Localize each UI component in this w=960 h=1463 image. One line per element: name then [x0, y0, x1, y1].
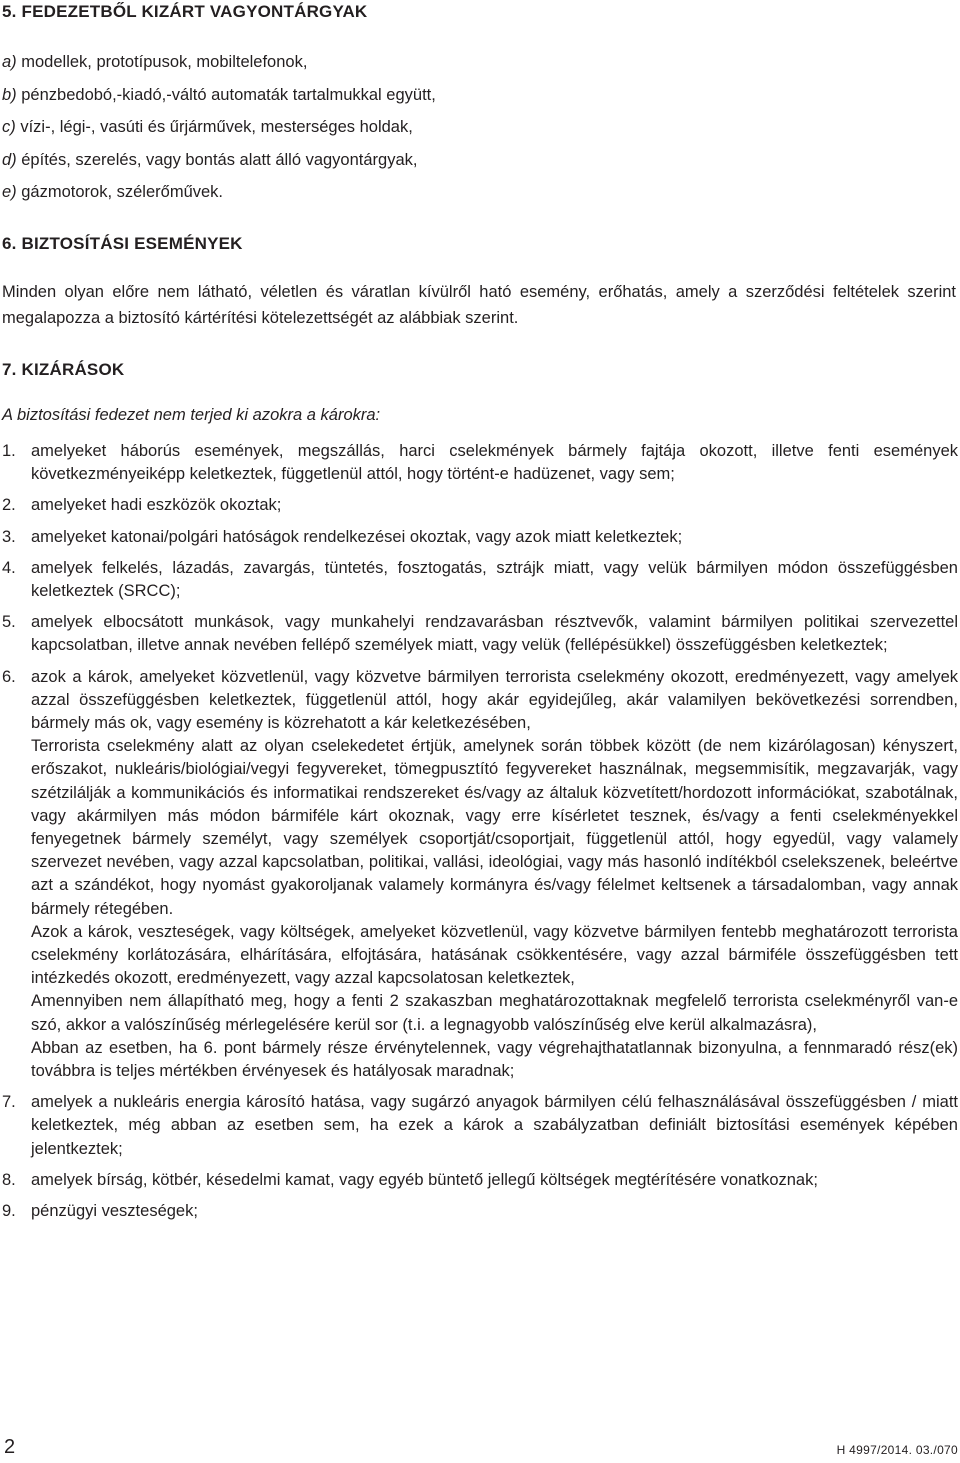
item-marker: b)	[2, 85, 17, 104]
document-code: H 4997/2014. 03./070	[836, 1443, 958, 1457]
exclusion-item	[2, 666, 958, 1084]
section-6-body: Minden olyan előre nem látható, véletlen és váratlan kívülről ható esemény, erőhatás, amely a szerződési feltételek szerint megalapozza a biztosító kártérítési kötelezettségét az alábbiak szerint.	[2, 283, 956, 327]
item-text: pénzbedobó,-kiadó,-váltó automaták tartalmukkal együtt,	[16, 85, 436, 104]
exclusion-item	[2, 1169, 958, 1192]
excluded-asset-item	[2, 46, 436, 79]
page-number: 2	[4, 1436, 16, 1458]
exclusion-item	[2, 494, 958, 517]
exclusions-list	[2, 440, 958, 1231]
section-5-title: 5. FEDEZETBŐL KIZÁRT VAGYONTÁRGYAK	[2, 2, 368, 21]
excluded-asset-item	[2, 79, 436, 112]
exclusion-text: pénzügyi veszteségek;	[31, 1202, 198, 1221]
exclusion-item	[2, 526, 958, 549]
exclusion-text: Azok a károk, veszteségek, vagy költségek, amelyeket közvetlenül, vagy közvetve bármilyen fentebb meghatározott terrorista cselekmény korlátozására, elhárítására, elfojtására, hatásának csökkentésére, vagy azzal bármiféle összefüggésben tett intézkedés okozott, eredményezett, vagy azzal kapcsolatosan keletkeztek,	[31, 922, 958, 988]
excluded-asset-item	[2, 176, 436, 209]
exclusion-text: Amennyiben nem állapítható meg, hogy a fenti 2 szakaszban meghatározottaknak megfelelő terrorista cselekményről van-e szó, akkor a valószínűség mérlegelésére kerül sor (t.i. a legnagyobb valószínűség elve kerül alkalmazásra),	[31, 992, 958, 1034]
item-text: vízi-, légi-, vasúti és űrjárművek, mesterséges holdak,	[15, 118, 413, 136]
section-6-title: 6. BIZTOSÍTÁSI ESEMÉNYEK	[2, 234, 243, 253]
item-text: gázmotorok, szélerőművek.	[16, 183, 224, 201]
exclusion-item	[2, 440, 958, 486]
exclusion-text: amelyek bírság, kötbér, késedelmi kamat, vagy egyéb büntető jellegű költségek megtérítésére vonatkoznak;	[31, 1170, 818, 1189]
exclusion-text: amelyeket hadi eszközök okoztak;	[31, 496, 282, 515]
exclusion-number: 9.	[2, 1202, 16, 1221]
exclusion-item	[2, 557, 958, 603]
item-marker: e)	[2, 183, 17, 201]
exclusion-number: 8.	[2, 1170, 16, 1189]
excluded-asset-item	[2, 111, 436, 144]
exclusion-text: azok a károk, amelyeket közvetlenül, vagy közvetve bármilyen terrorista cselekmény okozott, eredményezett, vagy amelyek azzal összefüggésben keletkeztek, függetlenül attól, hogy akár egyidejűleg, akár valamilyen bekövetkezési sorrendben, bármely más ok, vagy esemény is közrehatott a kár keletkezésében,	[31, 667, 958, 733]
exclusion-number: 7.	[2, 1093, 16, 1112]
exclusion-text: Terrorista cselekmény alatt az olyan cselekedetet értjük, amelynek során többek között (de nem kizárólagosan) kényszert, erőszakot, nukleáris/biológiai/vegyi fegyvereket, tömegpusztító fegyvereket használnak, megsemmisítik, megzavarják, vagy szétzilálják a kommunikációs és informatikai rendszereket és/vagy az általuk közvetített/hordozott információkat, szabotálnak, vagy akármilyen más módon bármiféle kárt okoznak, vagy erre kísérletet tesznek, és/vagy a fenti cselekményekkel fenyegetnek bármely személyt, vagy személyek csoportját/csoportjait, függetlenül attól, hogy egyedül, vagy valamely szervezet nevében, vagy azzal kapcsolatban, politikai, vallási, ideológiai, vagy más hasonló indítékból cselekszenek, beleértve azt a szándékot, hogy nyomást gyakoroljanak valamely kormányra és/vagy félelmet keltsenek a társadalomban, vagy annak bármely rétegében.	[31, 737, 958, 918]
exclusion-text: amelyeket háborús események, megszállás, harci cselekmények bármely fajtája okozott, illetve fenti események következményeiképp keletkeztek, függetlenül attól, hogy történt-e hadüzenet, vagy sem;	[31, 442, 958, 484]
exclusion-number: 2.	[2, 496, 16, 515]
exclusion-item	[2, 611, 958, 657]
exclusion-text: amelyek elbocsátott munkások, vagy munkahelyi rendzavarásban résztvevők, valamint bármilyen politikai szervezettel kapcsolatban, illetve annak nevében fellépő személyek miatt, vagy velük (fellépésükkel) összefüggésben keletkeztek;	[31, 613, 958, 655]
excluded-asset-item	[2, 144, 436, 177]
exclusion-number: 3.	[2, 527, 16, 546]
item-text: építés, szerelés, vagy bontás alatt álló vagyontárgyak,	[16, 150, 418, 169]
item-marker: c)	[2, 118, 16, 136]
item-marker: a)	[2, 53, 17, 71]
exclusion-text: amelyek a nukleáris energia károsító hatása, vagy sugárzó anyagok bármilyen célú felhasználásával összefüggésben / miatt keletkeztek, még abban az esetben sem, ha ezek a károk a szabályzatban definiált biztosítási események képében jelentkeztek;	[31, 1093, 958, 1158]
exclusion-number: 1.	[2, 442, 16, 460]
exclusion-number: 6.	[2, 667, 16, 686]
item-marker: d)	[2, 150, 17, 169]
item-text: modellek, prototípusok, mobiltelefonok,	[16, 53, 308, 71]
section-7-title: 7. KIZÁRÁSOK	[2, 360, 125, 379]
exclusion-item	[2, 1091, 958, 1161]
exclusion-number: 5.	[2, 613, 16, 632]
exclusion-text: amelyeket katonai/polgári hatóságok rendelkezései okoztak, vagy azok miatt keletkeztek;	[31, 527, 683, 546]
excluded-assets-list	[2, 46, 436, 209]
exclusion-item	[2, 1200, 958, 1223]
section-7-lead: A biztosítási fedezet nem terjed ki azokra a károkra:	[2, 406, 381, 424]
exclusion-text: amelyek felkelés, lázadás, zavargás, tüntetés, fosztogatás, sztrájk miatt, vagy velük bármilyen módon összefüggésben keletkeztek (SRCC);	[31, 558, 958, 601]
exclusion-number: 4.	[2, 558, 16, 577]
exclusion-text: Abban az esetben, ha 6. pont bármely része érvénytelennek, vagy végrehajthatatlannak bizonyulna, a fennmaradó rész(ek) továbbra is teljes mértékben érvényesek és hatályosak maradnak;	[31, 1038, 958, 1081]
